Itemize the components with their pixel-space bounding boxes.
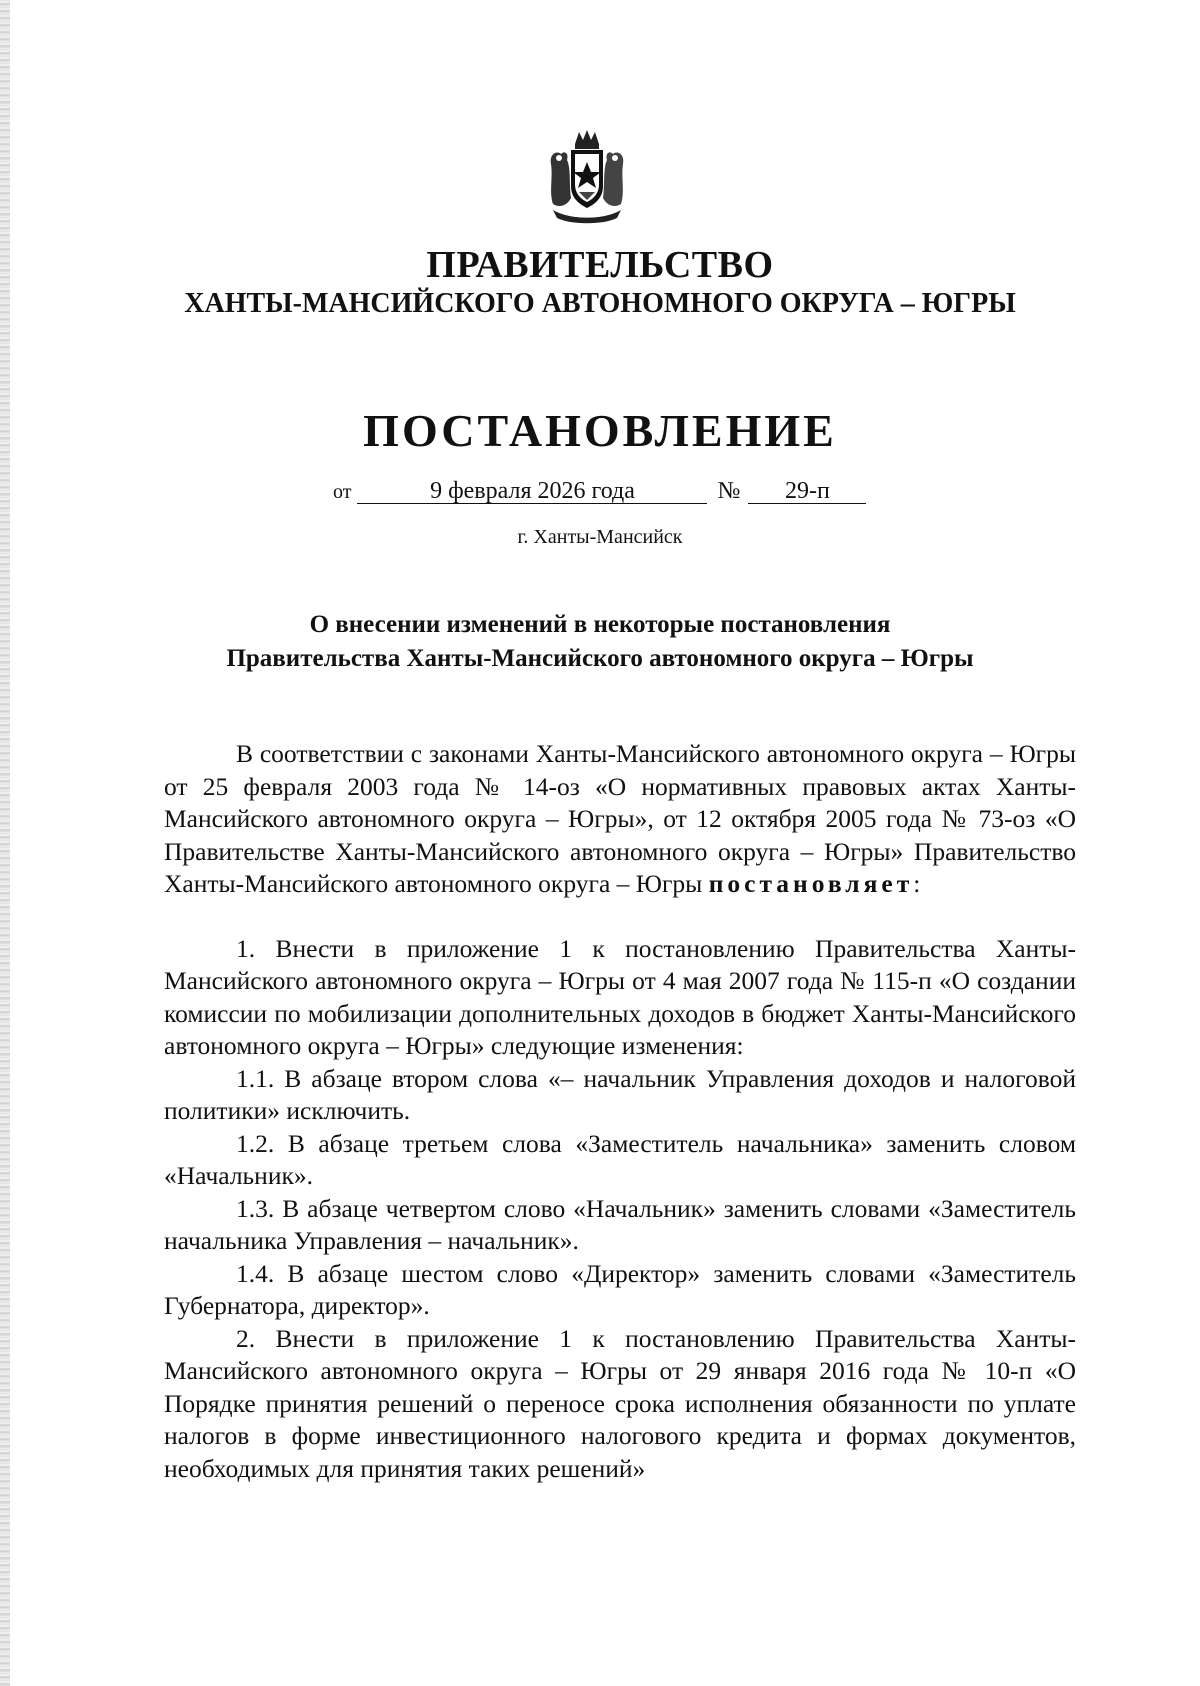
document-number: 29-п bbox=[748, 479, 866, 504]
organization-region: ХАНТЫ-МАНСИЙСКОГО АВТОНОМНОГО ОКРУГА – ЮГРЫ bbox=[184, 288, 1016, 319]
date-prefix: от bbox=[333, 481, 352, 503]
item-1-3: 1.3. В абзаце четвертом слово «Начальник» заменить словами «Заместитель начальника Управления – начальник». bbox=[164, 1193, 1076, 1255]
date-number-line bbox=[333, 478, 866, 505]
subject-line-2: Правительства Ханты-Мансийского автономного округа – Югры bbox=[226, 645, 974, 672]
item-1-2: 1.2. В абзаце третьем слова «Заместитель начальника» заменить словом «Начальник». bbox=[164, 1128, 1076, 1190]
subject-line-1: О внесении изменений в некоторые постановления bbox=[309, 611, 891, 638]
coat-of-arms-icon bbox=[545, 128, 629, 226]
preamble-text: В соответствии с законами Ханты-Мансийского автономного округа – Югры от 25 февраля 2003 года № 14-оз «О нормативных правовых актах Ханты-Мансийского автономного округа – Югры», от 12 октября 2005 года № 73-оз «О Правительстве Ханты-Мансийского автономного округа – Югры» Правительство Ханты-Мансийского автономного округа – Югры bbox=[164, 739, 1076, 898]
number-prefix: № bbox=[717, 478, 741, 504]
organization-title: ПРАВИТЕЛЬСТВО bbox=[426, 244, 774, 286]
document-body bbox=[164, 738, 1076, 1485]
document-type-title: ПОСТАНОВЛЕНИЕ bbox=[363, 405, 837, 456]
item-1: 1. Внести в приложение 1 к постановлению Правительства Ханты-Мансийского автономного округа – Югры от 4 мая 2007 года № 115-п «О создании комиссии по мобилизации дополнительных доходов в бюджет Ханты-Мансийского автономного округа – Югры» следующие изменения: bbox=[164, 933, 1076, 1060]
preamble-paragraph bbox=[164, 738, 1076, 901]
item-1-4: 1.4. В абзаце шестом слово «Директор» заменить словами «Заместитель Губернатора, директор». bbox=[164, 1258, 1076, 1320]
item-2: 2. Внести в приложение 1 к постановлению Правительства Ханты-Мансийского автономного округа – Югры от 29 января 2016 года № 10-п «О Порядке принятия решений о переносе срока исполнения обязанности по уплате налогов в форме инвестиционного налогового кредита и формах документов, необходимых для принятия таких решений» bbox=[164, 1323, 1076, 1483]
item-1-1: 1.1. В абзаце втором слова «– начальник Управления доходов и налоговой политики» исключить. bbox=[164, 1063, 1076, 1125]
decides-word: постановляет bbox=[708, 869, 914, 898]
document-date: 9 февраля 2026 года bbox=[357, 479, 707, 504]
decides-suffix: : bbox=[913, 869, 921, 898]
document-city: г. Ханты-Мансийск bbox=[517, 526, 683, 548]
